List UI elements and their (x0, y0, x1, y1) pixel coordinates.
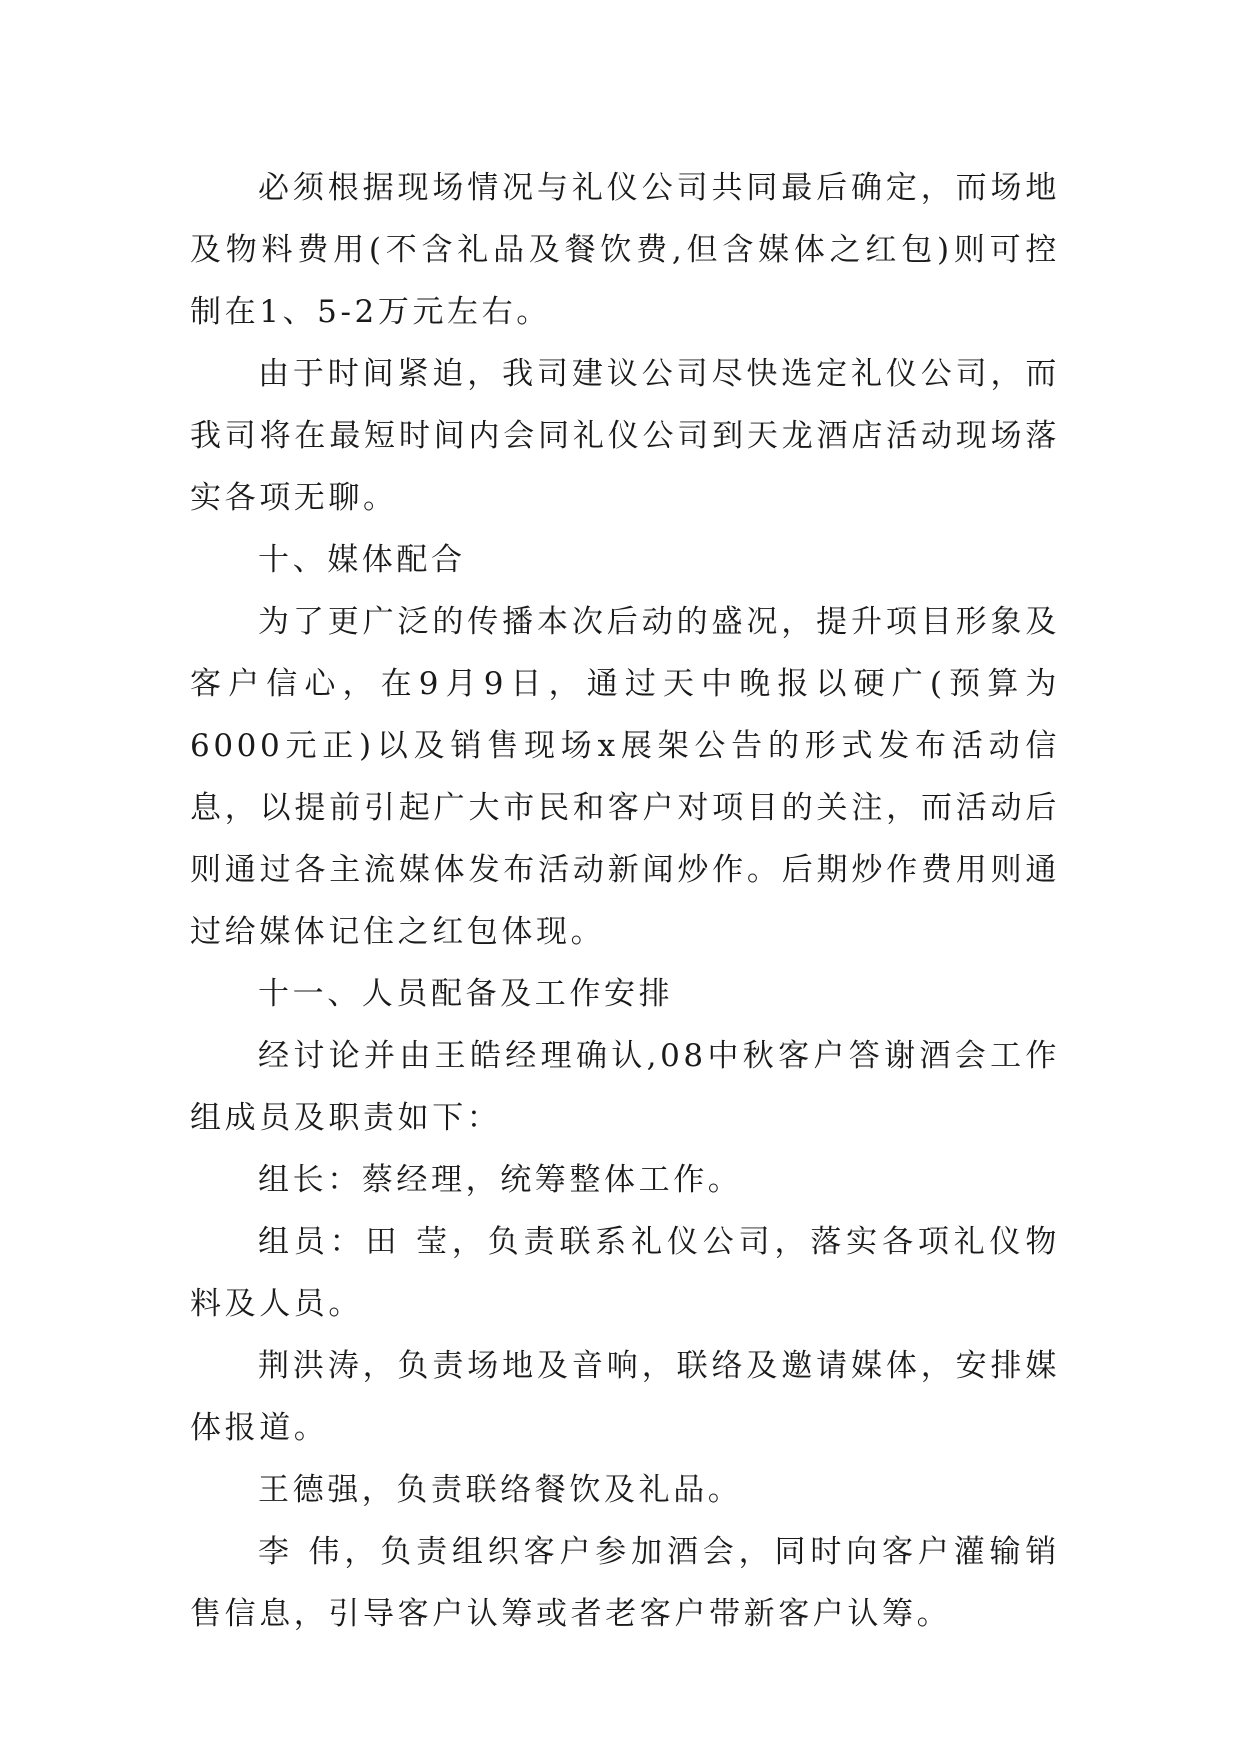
paragraph-member-tian: 组员：田 莹，负责联系礼仪公司，落实各项礼仪物料及人员。 (190, 1224, 1060, 1322)
paragraph-member-wang: 王德强，负责联络餐饮及礼品。 (258, 1472, 743, 1508)
paragraph-time-urgent: 由于时间紧迫，我司建议公司尽快选定礼仪公司，而我司将在最短时间内会同礼仪公司到天龙酒店活动现场落实各项无聊。 (190, 356, 1060, 516)
paragraph-member-li: 李 伟，负责组织客户参加酒会，同时向客户灌输销售信息，引导客户认筹或者老客户带新客户认筹。 (190, 1534, 1060, 1632)
section-heading-staffing: 十一、人员配备及工作安排 (258, 976, 674, 1012)
document-body (190, 157, 1060, 1645)
paragraph-media-plan: 为了更广泛的传播本次后动的盛况，提升项目形象及客户信心，在9月9日，通过天中晚报以硬广(预算为6000元正)以及销售现场x展架公告的形式发布活动信息，以提前引起广大市民和客户对项目的关注，而活动后则通过各主流媒体发布活动新闻炒作。后期炒作费用则通过给媒体记住之红包体现。 (190, 604, 1060, 950)
paragraph-team-leader: 组长：蔡经理，统筹整体工作。 (258, 1162, 743, 1198)
paragraph-member-jing: 荆洪涛，负责场地及音响，联络及邀请媒体，安排媒体报道。 (190, 1348, 1060, 1446)
section-heading-media: 十、媒体配合 (258, 542, 466, 578)
paragraph-venue-cost: 必须根据现场情况与礼仪公司共同最后确定，而场地及物料费用(不含礼品及餐饮费,但含媒体之红包)则可控制在1、5-2万元左右。 (190, 170, 1060, 330)
paragraph-team-intro: 经讨论并由王皓经理确认,08中秋客户答谢酒会工作组成员及职责如下： (190, 1038, 1060, 1136)
